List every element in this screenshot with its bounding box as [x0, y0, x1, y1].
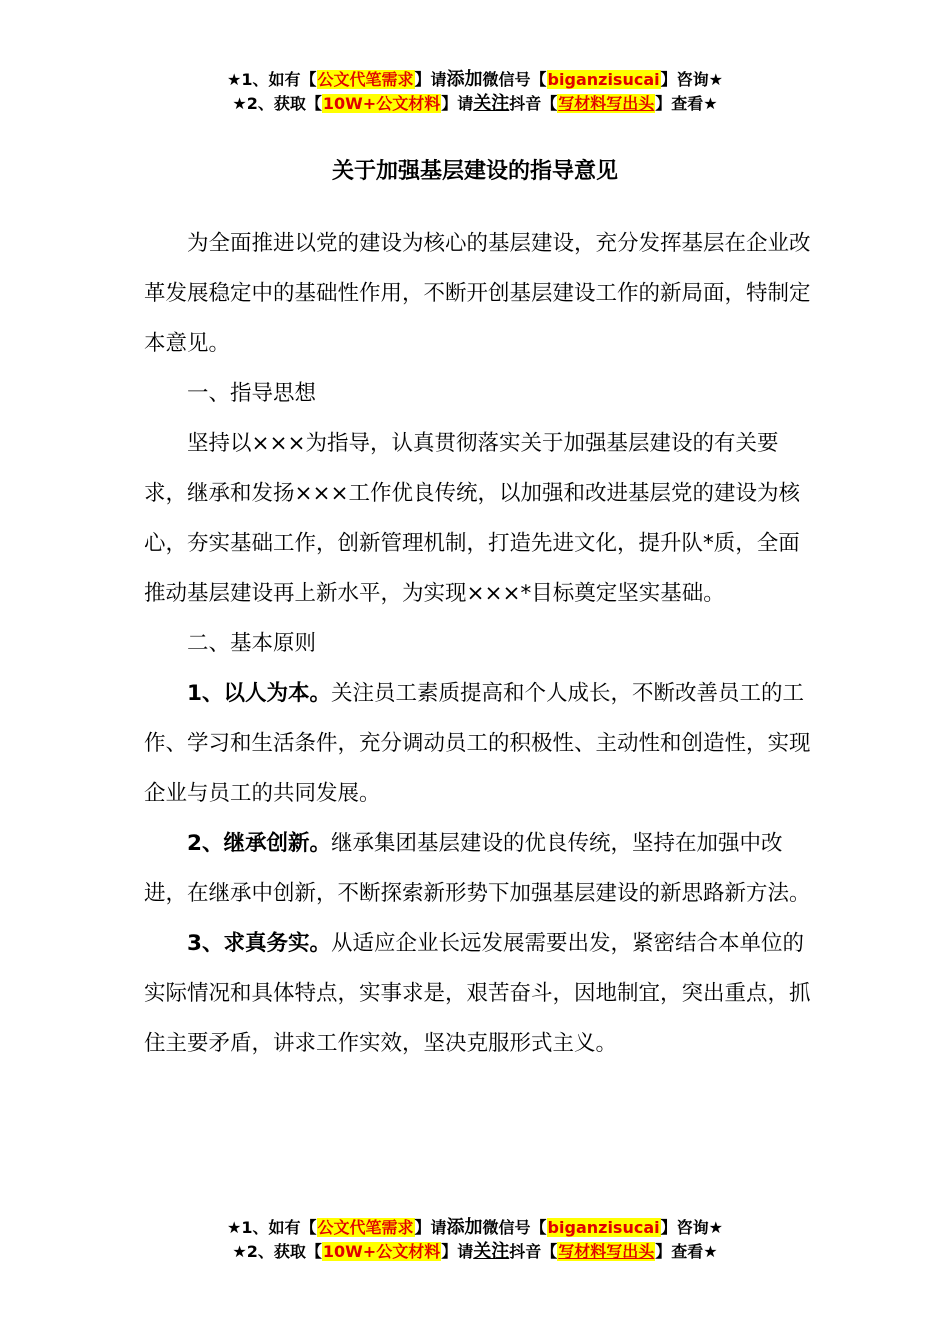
- banner-text: ★1、如有【: [227, 70, 317, 89]
- highlight-wechat-id: biganzisucai: [547, 1218, 660, 1237]
- header-banner: [0, 68, 950, 116]
- banner-line-2: [0, 1240, 950, 1264]
- highlight-service: 公文代笔需求: [317, 70, 414, 89]
- principle-text: 关注员工素质提高和个人成长，不断改善员工的工作、学习和生活条件，充分调动员工的积极性、主动性和创造性，实现企业与员工的共同发展。: [144, 681, 811, 806]
- banner-emphasis: 关注: [473, 93, 510, 114]
- banner-emphasis: 关注: [473, 1241, 510, 1262]
- principle-lead: 2、继承创新。: [187, 831, 331, 856]
- highlight-douyin-account: 写材料写出头: [558, 1242, 655, 1261]
- banner-text: 抖音【: [509, 1242, 558, 1261]
- highlight-wechat-id: biganzisucai: [547, 70, 660, 89]
- document-title: 关于加强基层建设的指导意见: [331, 159, 618, 184]
- principle-lead: 3、求真务实。: [187, 931, 331, 956]
- banner-text: 】请: [414, 1218, 447, 1237]
- highlight-materials: 10W+公文材料: [322, 1242, 441, 1261]
- banner-emphasis: 添加: [446, 1217, 483, 1238]
- banner-text: 】请: [441, 1242, 474, 1261]
- principle-text: 从适应企业长远发展需要出发，紧密结合本单位的实际情况和具体特点，实事求是，艰苦奋斗，因地制宜，突出重点，抓住主要矛盾，讲求工作实效，坚决克服形式主义。: [144, 931, 811, 1056]
- highlight-douyin-account: 写材料写出头: [558, 94, 655, 113]
- principle-paragraph: [144, 819, 820, 919]
- section-heading-guiding-ideology: 一、指导思想: [187, 381, 317, 406]
- banner-line-1: [0, 1216, 950, 1240]
- banner-text: 】查看★: [655, 94, 718, 113]
- document-body: [144, 219, 820, 1069]
- principle-text: 继承集团基层建设的优良传统，坚持在加强中改进，在继承中创新，不断探索新形势下加强基层建设的新思路新方法。: [144, 831, 811, 906]
- banner-text: 微信号【: [482, 70, 547, 89]
- principle-paragraph: [144, 919, 820, 1069]
- principle-lead: 1、以人为本。: [187, 681, 331, 706]
- highlight-service: 公文代笔需求: [317, 1218, 414, 1237]
- banner-text: 】咨询★: [660, 70, 723, 89]
- highlight-materials: 10W+公文材料: [322, 94, 441, 113]
- banner-text: 】请: [414, 70, 447, 89]
- banner-text: ★1、如有【: [227, 1218, 317, 1237]
- banner-line-2: [0, 92, 950, 116]
- intro-paragraph: 为全面推进以党的建设为核心的基层建设，充分发挥基层在企业改革发展稳定中的基础性作用，不断开创基层建设工作的新局面，特制定本意见。: [144, 231, 811, 356]
- banner-text: 抖音【: [509, 94, 558, 113]
- banner-text: 微信号【: [482, 1218, 547, 1237]
- footer-banner: [0, 1216, 950, 1264]
- banner-text: 】请: [441, 94, 474, 113]
- banner-text: ★2、获取【: [232, 94, 322, 113]
- guiding-ideology-paragraph: 坚持以×××为指导，认真贯彻落实关于加强基层建设的有关要求，继承和发扬×××工作优良传统，以加强和改进基层党的建设为核心，夯实基础工作，创新管理机制，打造先进文化，提升队*质，全面推动基层建设再上新水平，为实现×××*目标奠定坚实基础。: [144, 431, 801, 606]
- section-heading-basic-principles: 二、基本原则: [187, 631, 317, 656]
- banner-line-1: [0, 68, 950, 92]
- banner-text: ★2、获取【: [232, 1242, 322, 1261]
- banner-emphasis: 添加: [446, 69, 483, 90]
- banner-text: 】查看★: [655, 1242, 718, 1261]
- principle-paragraph: [144, 669, 820, 819]
- banner-text: 】咨询★: [660, 1218, 723, 1237]
